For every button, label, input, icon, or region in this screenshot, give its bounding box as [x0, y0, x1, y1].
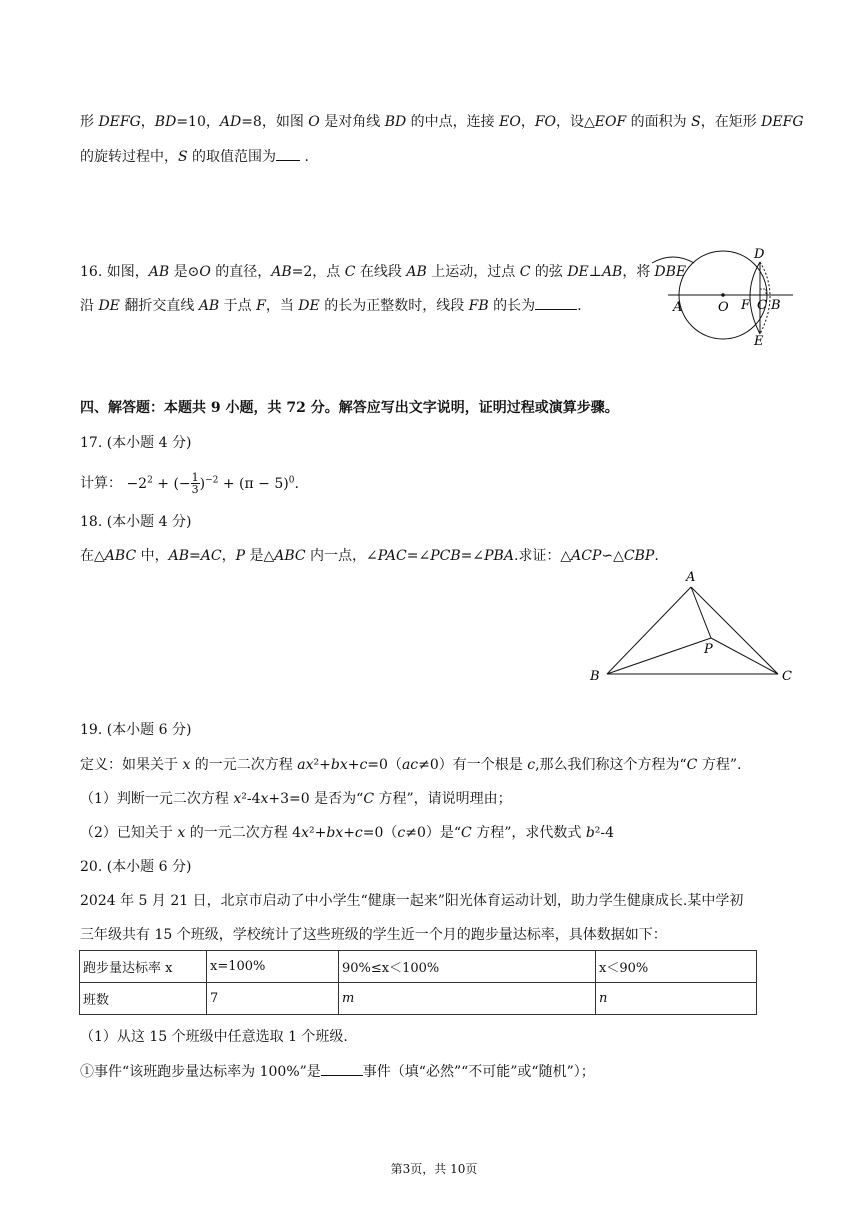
- q20-part1: （1）从这 15 个班级中任意选取 1 个班级.: [80, 1029, 348, 1045]
- table-cell: 90%≤x＜100%: [339, 951, 596, 983]
- q18-body: 在△ABC 中，AB=AC，P 是△ABC 内一点，∠PAC=∠PCB=∠PBA.求证：△ACP∽△CBP.: [80, 548, 659, 564]
- q15-line1: 形 DEFG，BD=10，AD=8，如图 O 是对角线 BD 的中点，连接 EO，FO，设△EOF 的面积为 S，在矩形 DEFG: [80, 114, 804, 130]
- answer-blank: [321, 1061, 363, 1076]
- segment-bp: [607, 638, 711, 674]
- label-a: A: [673, 300, 683, 315]
- q16-line1: 16. 如图，AB 是⊙O 的直径，AB=2，点 C 在线段 AB 上运动，过点 C 的弦 DE⊥AB，将 DBE: [80, 258, 690, 282]
- arc-dbe: DBE: [650, 258, 690, 282]
- table-row: [80, 983, 757, 1015]
- page-footer: 第3页，共 10页: [390, 1162, 478, 1176]
- label-a: A: [686, 570, 696, 585]
- table-row: [80, 951, 757, 983]
- q19-part2: （2）已知关于 x 的一元二次方程 4x²+bx+c=0（c≠0）是“C 方程”，求代数式 b²-4: [80, 825, 615, 841]
- point-o: [721, 293, 725, 297]
- table-cell: m: [339, 983, 596, 1015]
- answer-blank: [535, 295, 577, 310]
- q20-part1a: ①事件“该班跑步量达标率为 100%”是 事件（填“必然”“不可能”或“随机”）；: [80, 1061, 595, 1082]
- label-b: B: [590, 669, 600, 684]
- q20-line1: 2024 年 5 月 21 日，北京市启动了中小学生“健康一起来”阳光体育运动计划，助力学生健康成长.某中学初: [80, 893, 744, 909]
- label-c: C: [782, 669, 792, 684]
- label-b: B: [771, 298, 781, 313]
- circle-figure: [665, 240, 795, 350]
- table-cell: x=100%: [207, 951, 339, 983]
- label-e: E: [754, 334, 764, 349]
- segment-cp: [711, 638, 778, 674]
- q18-title: 18. (本小题 4 分): [80, 514, 192, 530]
- table-cell: 跑步量达标率 x: [80, 951, 207, 983]
- label-o: O: [718, 300, 729, 315]
- table-cell: x＜90%: [596, 951, 757, 983]
- q17-expression: $-2^2$ + (− $\frac{1}{3}$ )$^{-2} + (\pi - 5)^0$.: [126, 471, 299, 497]
- q19-title: 19. (本小题 6 分): [80, 722, 192, 738]
- table-cell: n: [596, 983, 757, 1015]
- q15-line2: 的旋转过程中，S 的取值范围为 .: [80, 146, 309, 167]
- label-f: F: [741, 298, 751, 313]
- triangle-figure: [580, 565, 800, 690]
- right-angle-mark: [760, 289, 766, 295]
- q16-line2: 沿 DE 翻折交直线 AB 于点 F，当 DE 的长为正整数时，线段 FB 的长为 .: [80, 295, 582, 316]
- q17-title: 17. (本小题 4 分): [80, 435, 192, 451]
- label-c: C: [757, 298, 767, 313]
- q20-title: 20. (本小题 6 分): [80, 859, 192, 875]
- q19-definition: 定义：如果关于 x 的一元二次方程 ax²+bx+c=0（ac≠0）有一个根是 c,那么我们称这个方程为“C 方程”.: [80, 757, 742, 773]
- q17-body: 计算： $-2^2$ + (− $\frac{1}{3}$ )$^{-2} + (\pi - 5)^0$.: [80, 471, 299, 497]
- segment-ap: [691, 587, 711, 638]
- data-table: [79, 950, 757, 1015]
- table-cell: 7: [207, 983, 339, 1015]
- label-p: P: [704, 642, 713, 657]
- side-ab: [607, 587, 691, 674]
- answer-blank: [276, 146, 300, 161]
- q20-line2: 三年级共有 15 个班级，学校统计了这些班级的学生近一个月的跑步量达标率，具体数据如下：: [80, 927, 667, 943]
- table-cell: 班数: [80, 983, 207, 1015]
- section-heading: 四、解答题：本题共 9 小题，共 72 分。解答应写出文字说明，证明过程或演算步骤。: [80, 400, 619, 416]
- label-d: D: [754, 247, 765, 262]
- q19-part1: （1）判断一元二次方程 x²-4x+3=0 是否为“C 方程”，请说明理由；: [80, 791, 512, 807]
- side-ac: [691, 587, 778, 674]
